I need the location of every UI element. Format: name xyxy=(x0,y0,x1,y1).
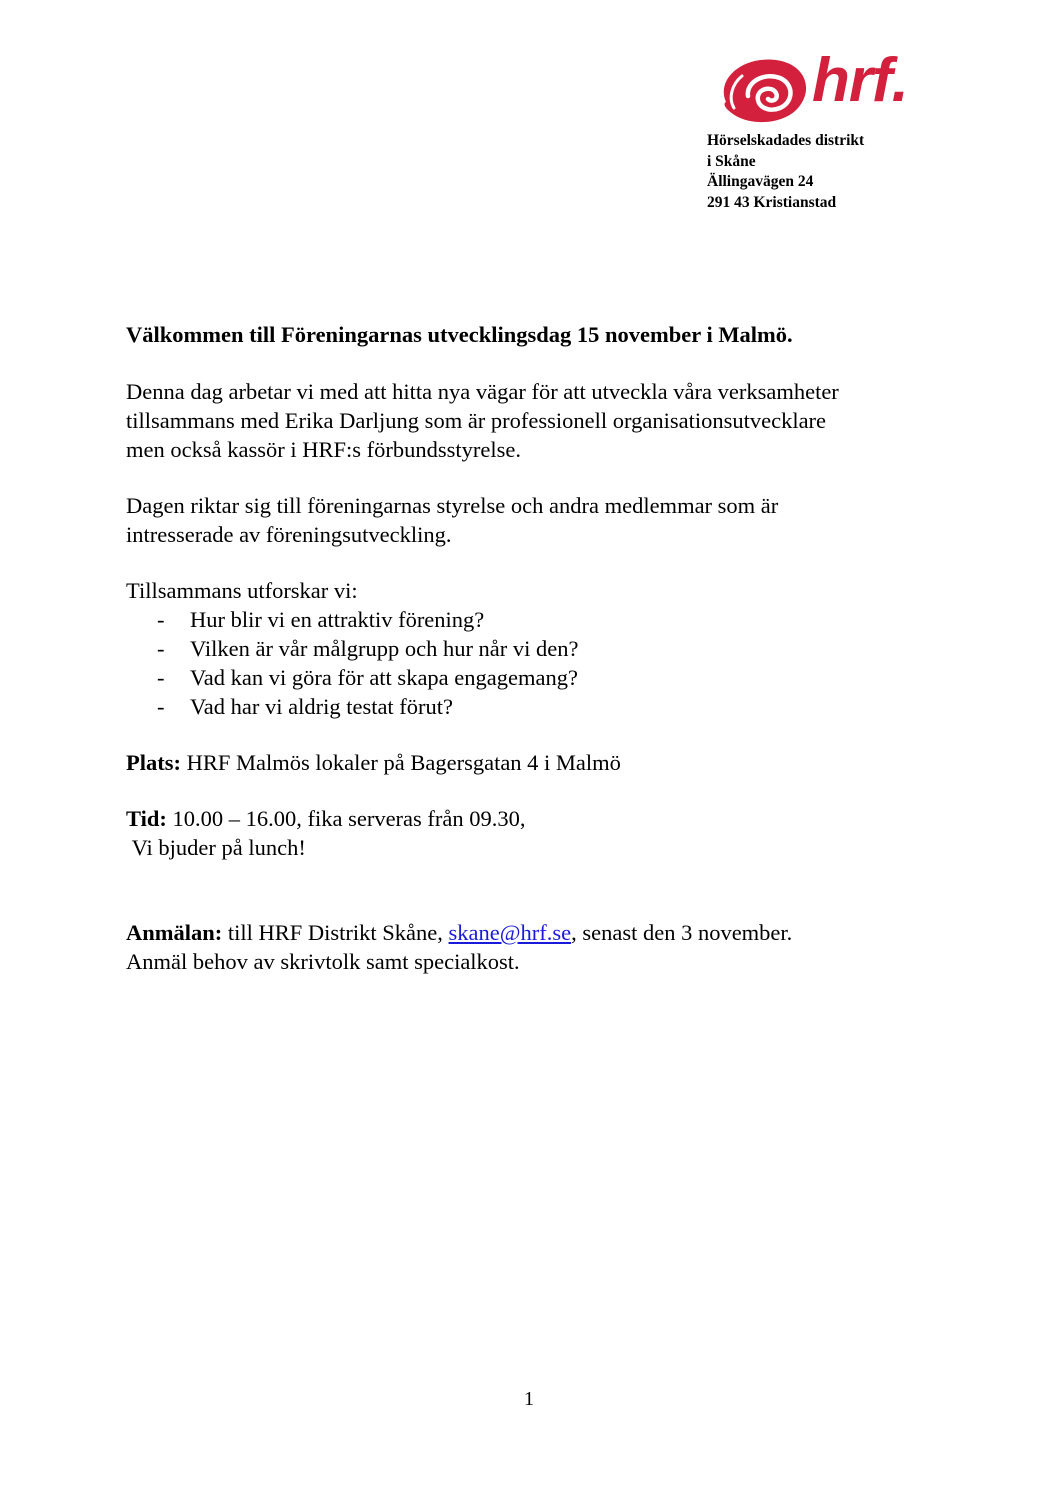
anmalan-block xyxy=(126,918,926,976)
address-line: 291 43 Kristianstad xyxy=(707,193,837,211)
audience-paragraph xyxy=(126,491,926,549)
list-item-text: Vad har vi aldrig testat förut? xyxy=(190,694,454,719)
list-item xyxy=(126,634,926,663)
address-line: Hörselskadades distrikt xyxy=(707,132,865,149)
tid-label: Tid: xyxy=(126,806,167,831)
list-marker: - xyxy=(157,607,165,632)
list-item-text: Vilken är vår målgrupp och hur når vi den? xyxy=(190,636,579,661)
plats-line xyxy=(126,748,926,777)
list-marker: - xyxy=(157,694,165,719)
anmalan-deadline: , senast den 3 november. xyxy=(571,920,793,945)
list-item-text: Vad kan vi göra för att skapa engagemang? xyxy=(190,665,578,690)
address-line: Ällingavägen 24 xyxy=(707,173,814,190)
paragraph-line: men också kassör i HRF:s förbundsstyrelse. xyxy=(126,437,521,462)
lunch-text: Vi bjuder på lunch! xyxy=(131,835,306,860)
list-marker: - xyxy=(157,636,165,661)
plats-text: HRF Malmös lokaler på Bagersgatan 4 i Malmö xyxy=(181,750,621,775)
list-intro: Tillsammans utforskar vi: xyxy=(126,578,358,603)
hrf-logo-text: hrf. xyxy=(812,46,908,115)
paragraph-line: Denna dag arbetar vi med att hitta nya vägar för att utveckla våra verksamheter xyxy=(126,379,839,404)
tid-block xyxy=(126,804,926,862)
paragraph-line: Dagen riktar sig till föreningarnas styrelse och andra medlemmar som är xyxy=(126,493,779,518)
list-marker: - xyxy=(157,665,165,690)
tid-text: 10.00 – 16.00, fika serveras från 09.30, xyxy=(166,806,526,831)
tid-line xyxy=(126,804,926,833)
email-link[interactable]: skane@hrf.se xyxy=(448,920,572,945)
letter-body xyxy=(126,320,926,976)
anmalan-label: Anmälan: xyxy=(126,920,223,945)
paragraph-line: intresserade av föreningsutveckling. xyxy=(126,522,452,547)
intro-paragraph xyxy=(126,377,926,464)
anmalan-text: till HRF Distrikt Skåne, xyxy=(222,920,449,945)
tid-line-2 xyxy=(126,833,926,862)
address-line: i Skåne xyxy=(707,152,756,170)
anmalan-line xyxy=(126,918,926,947)
paragraph-line: tillsammans med Erika Darljung som är professionell organisationsutvecklare xyxy=(126,408,827,433)
list-item-text: Hur blir vi en attraktiv förening? xyxy=(190,607,485,632)
list-item xyxy=(126,605,926,634)
letter-title: Välkommen till Föreningarnas utvecklingsdag 15 november i Malmö. xyxy=(126,322,793,347)
list-item xyxy=(126,663,926,692)
list-item xyxy=(126,692,926,721)
topic-list xyxy=(126,605,926,721)
plats-label: Plats: xyxy=(126,750,181,775)
page-number: 1 xyxy=(524,1388,534,1410)
sender-address xyxy=(707,131,864,213)
anmalan-line-2: Anmäl behov av skrivtolk samt specialkost. xyxy=(126,949,520,974)
